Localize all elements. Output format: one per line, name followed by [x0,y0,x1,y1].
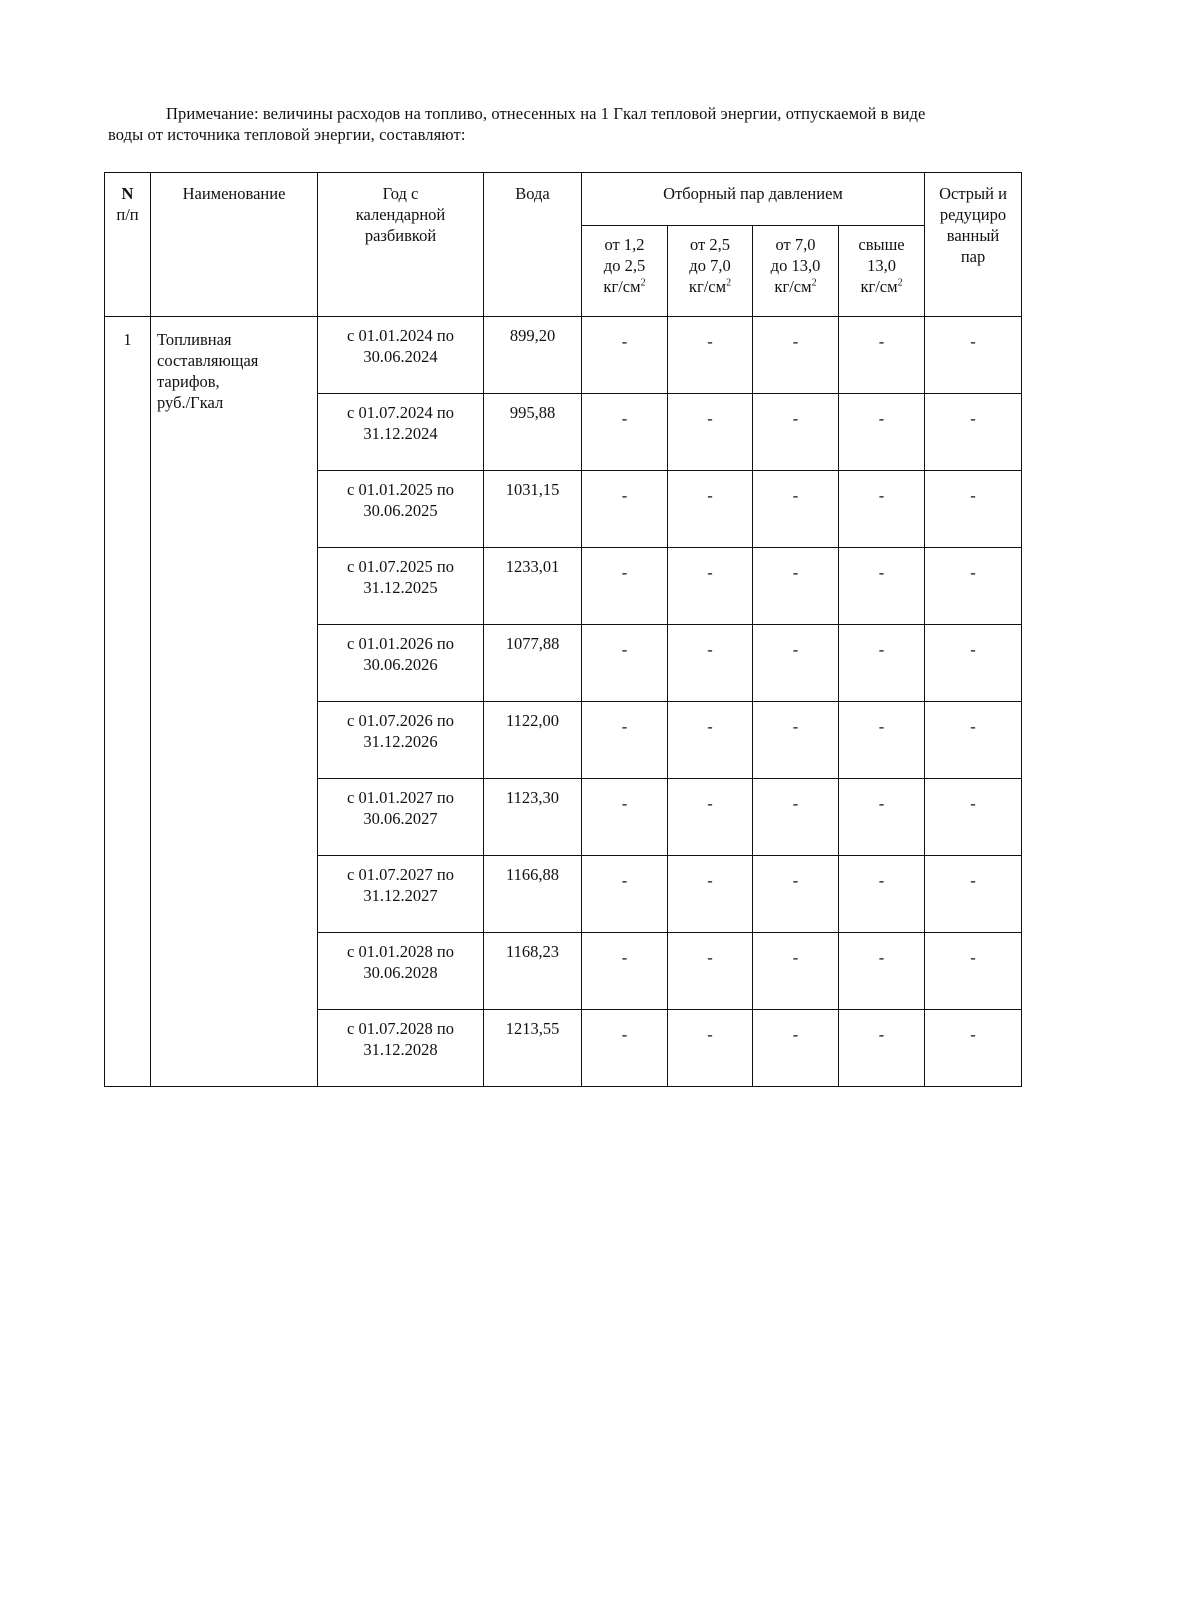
period-line-1: с 01.01.2028 по [347,942,454,961]
dash-cell: - [668,394,753,471]
period-line-1: с 01.07.2028 по [347,1019,454,1038]
unit-text: кг/см [860,277,898,296]
period-line-2: 31.12.2027 [363,886,438,905]
dash-cell: - [839,1010,925,1087]
dash-cell: - [925,1010,1022,1087]
unit-text: кг/см [688,277,727,296]
header-pressure-3-unit [753,276,838,297]
note-line-2: воды от источника тепловой энергии, составляют: [108,125,466,144]
period-line-2: 31.12.2024 [363,424,438,443]
water-value: 1077,88 [484,625,582,702]
dash-cell: - [839,548,925,625]
header-year-line-3: разбивкой [364,226,437,245]
dash-cell: - [839,702,925,779]
header-pressure-2 [668,226,753,317]
period-line-1: с 01.01.2027 по [347,788,454,807]
dash-cell: - [925,933,1022,1010]
header-pressure-2-line-1: от 2,5 [690,235,730,254]
period-line-2: 30.06.2028 [363,963,438,982]
dash-cell: - [925,625,1022,702]
header-year-line-2: календарной [355,205,446,224]
water-value: 1233,01 [484,548,582,625]
header-number-line-2: п/п [116,205,139,224]
dash-cell: - [753,702,839,779]
header-sharp-steam [925,173,1022,317]
period-cell [318,702,484,779]
period-line-1: с 01.07.2027 по [347,865,454,884]
dash-cell: - [925,702,1022,779]
header-name: Наименование [151,173,318,317]
item-name-line-1: Топливная [157,330,232,349]
period-line-1: с 01.01.2025 по [347,480,454,499]
dash-cell: - [668,856,753,933]
dash-cell: - [839,933,925,1010]
header-pressure-4-unit [839,276,924,297]
period-line-1: с 01.01.2026 по [347,634,454,653]
period-line-2: 30.06.2025 [363,501,438,520]
dash-cell: - [925,394,1022,471]
dash-cell: - [582,394,668,471]
dash-cell: - [839,779,925,856]
item-name-line-4: руб./Гкал [157,393,224,412]
dash-cell: - [582,702,668,779]
dash-cell: - [753,625,839,702]
period-line-2: 30.06.2024 [363,347,438,366]
dash-cell: - [582,625,668,702]
period-cell [318,856,484,933]
header-year [318,173,484,317]
period-line-2: 30.06.2026 [363,655,438,674]
period-line-2: 31.12.2025 [363,578,438,597]
period-cell [318,548,484,625]
dash-cell: - [668,702,753,779]
dash-cell: - [753,933,839,1010]
period-cell [318,1010,484,1087]
item-name [151,317,318,1087]
header-sharp-line-1: Острый и [939,184,1007,203]
period-line-1: с 01.07.2026 по [347,711,454,730]
unit-superscript: 2 [811,277,817,289]
note-line-1 [108,103,1118,124]
period-line-1: с 01.07.2024 по [347,403,454,422]
dash-cell: - [668,471,753,548]
period-cell [318,471,484,548]
dash-cell: - [753,471,839,548]
water-value: 1123,30 [484,779,582,856]
period-line-2: 31.12.2026 [363,732,438,751]
dash-cell: - [582,856,668,933]
header-pressure-2-unit [668,276,752,297]
unit-superscript: 2 [640,277,646,289]
dash-cell: - [582,471,668,548]
header-pressure-1-unit [582,276,667,297]
item-number: 1 [105,317,151,1087]
period-line-1: с 01.01.2024 по [347,326,454,345]
note-text-1: Примечание: величины расходов на топливо, отнесенных на 1 Гкал тепловой энергии, отпускаемой в виде [166,104,926,123]
water-value: 1166,88 [484,856,582,933]
header-pressure-4-line-1: свыше [858,235,905,254]
period-cell [318,779,484,856]
dash-cell: - [582,779,668,856]
table-row [105,317,1022,394]
dash-cell: - [668,317,753,394]
header-pressure-4-line-2: 13,0 [867,256,896,275]
dash-cell: - [753,856,839,933]
dash-cell: - [925,317,1022,394]
dash-cell: - [925,548,1022,625]
dash-cell: - [582,1010,668,1087]
header-number [105,173,151,317]
dash-cell: - [925,779,1022,856]
period-line-2: 30.06.2027 [363,809,438,828]
unit-superscript: 2 [897,277,903,289]
period-cell [318,625,484,702]
water-value: 1213,55 [484,1010,582,1087]
note-paragraph [108,103,1118,145]
dash-cell: - [839,856,925,933]
dash-cell: - [839,625,925,702]
header-steam-group: Отборный пар давлением [582,173,925,226]
dash-cell: - [753,779,839,856]
dash-cell: - [668,625,753,702]
dash-cell: - [582,548,668,625]
header-pressure-1-line-1: от 1,2 [604,235,645,254]
dash-cell: - [668,779,753,856]
water-value: 1122,00 [484,702,582,779]
item-name-line-3: тарифов, [157,372,220,391]
header-pressure-1 [582,226,668,317]
dash-cell: - [753,548,839,625]
dash-cell: - [925,471,1022,548]
water-value: 995,88 [484,394,582,471]
header-year-line-1: Год с [382,184,419,203]
period-cell [318,394,484,471]
header-sharp-line-4: пар [960,247,986,266]
header-number-line-1: N [121,184,134,203]
header-water: Вода [484,173,582,317]
fuel-cost-table [104,172,1022,1087]
dash-cell: - [582,317,668,394]
header-pressure-1-line-2: до 2,5 [603,256,646,275]
header-pressure-3-line-2: до 13,0 [770,256,821,275]
period-cell [318,317,484,394]
dash-cell: - [753,1010,839,1087]
water-value: 1031,15 [484,471,582,548]
dash-cell: - [753,394,839,471]
unit-text: кг/см [774,277,812,296]
water-value: 1168,23 [484,933,582,1010]
header-sharp-line-2: редуциро [939,205,1007,224]
dash-cell: - [839,394,925,471]
dash-cell: - [925,856,1022,933]
dash-cell: - [668,548,753,625]
water-value: 899,20 [484,317,582,394]
dash-cell: - [839,471,925,548]
header-row-top [105,173,1022,226]
period-cell [318,933,484,1010]
period-line-1: с 01.07.2025 по [347,557,454,576]
dash-cell: - [839,317,925,394]
dash-cell: - [668,933,753,1010]
unit-superscript: 2 [726,277,732,289]
header-sharp-line-3: ванный [946,226,1000,245]
period-line-2: 31.12.2028 [363,1040,438,1059]
dash-cell: - [668,1010,753,1087]
header-pressure-3-line-1: от 7,0 [775,235,816,254]
dash-cell: - [753,317,839,394]
header-pressure-2-line-2: до 7,0 [689,256,731,275]
header-pressure-3 [753,226,839,317]
dash-cell: - [582,933,668,1010]
header-pressure-4 [839,226,925,317]
unit-text: кг/см [603,277,641,296]
item-name-line-2: составляющая [157,351,259,370]
